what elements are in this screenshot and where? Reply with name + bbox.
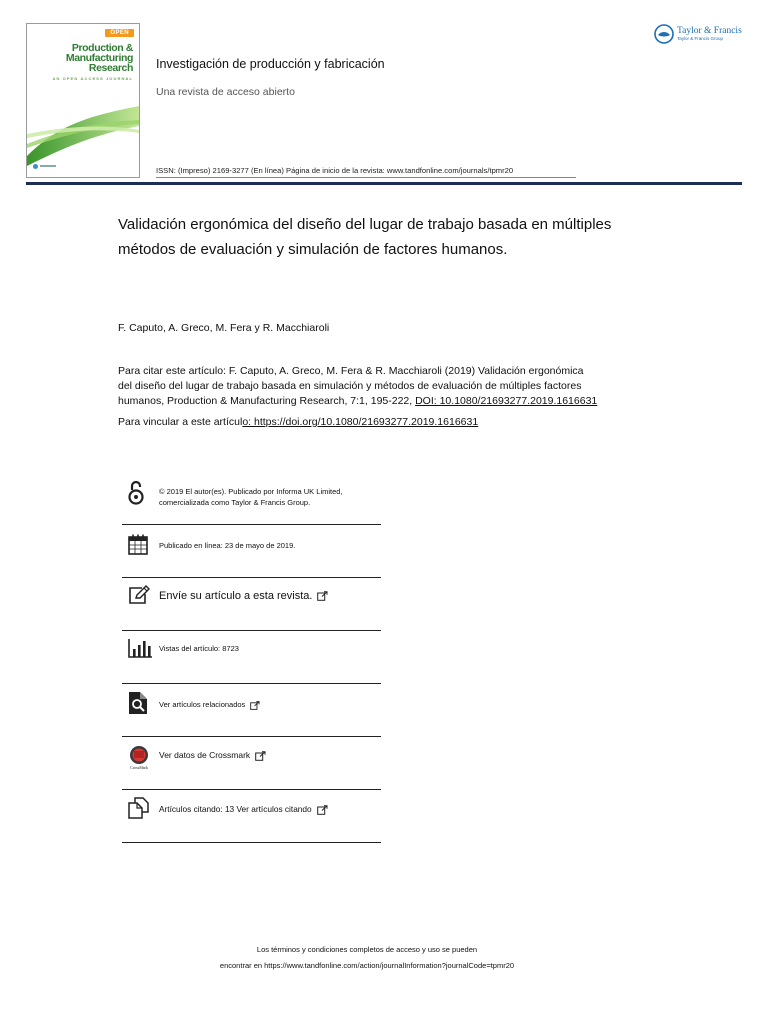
row-separator [122, 683, 381, 684]
crossmark-label[interactable]: Ver datos de Crossmark [159, 750, 251, 760]
document-search-icon [128, 691, 148, 715]
cover-journal-title [33, 43, 133, 73]
publisher-group: Taylor & Francis Group [677, 36, 724, 41]
publisher-name: Taylor & Francis [677, 26, 742, 36]
citing-articles-label[interactable]: Artículos citando: 13 Ver artículos citando [159, 804, 312, 814]
crossmark-text[interactable] [159, 750, 266, 761]
external-link-icon [317, 591, 328, 601]
cover-subtitle: AN OPEN ACCESS JOURNAL [52, 76, 133, 81]
issn-line[interactable]: ISSN: (Impreso) 2169-3277 (En línea) Página de inicio de la revista: www.tandfonline.com/journals/tpmr20 [156, 166, 514, 175]
external-link-icon [317, 805, 328, 815]
taylor-francis-emblem-icon [654, 24, 674, 44]
footer-line[interactable]: encontrar en https://www.tandfonline.com/action/journalInformation?journalCode=tpmr20 [219, 961, 515, 970]
row-separator [122, 789, 381, 790]
citation-line [118, 394, 648, 409]
cover-title-line: Manufacturing [65, 52, 133, 64]
crossmark-icon-label: CrossMark [130, 765, 148, 770]
citation-block [118, 364, 648, 409]
row-separator [122, 577, 381, 578]
related-articles-text[interactable] [159, 699, 260, 710]
citing-pages-icon [128, 797, 150, 819]
journal-title: Investigación de producción y fabricación [156, 57, 385, 71]
article-link-line [118, 416, 478, 428]
header-rule [26, 182, 742, 185]
row-separator [122, 736, 381, 737]
article-doi-link[interactable]: o: https://doi.org/10.1080/21693277.2019.1616631 [242, 416, 479, 428]
article-title-line: métodos de evaluación y simulación de factores humanos. [118, 241, 508, 258]
article-title [118, 212, 678, 262]
calendar-icon [128, 534, 148, 555]
citation-text: humanos, Production & Manufacturing Research, 7:1, 195-222, [118, 395, 416, 407]
bar-chart-icon [128, 638, 152, 658]
journal-subtitle: Una revista de acceso abierto [156, 86, 295, 98]
submit-article-label[interactable]: Envíe su artículo a esta revista. [159, 590, 313, 602]
article-title-line: Validación ergonómica del diseño del lugar de trabajo basada en múltiples [118, 216, 612, 233]
external-link-icon [255, 751, 266, 761]
row-separator [122, 630, 381, 631]
cover-title-line: Production & [71, 42, 133, 54]
crossmark-icon [128, 745, 150, 771]
cover-title-line: Research [88, 62, 133, 74]
row-separator [122, 524, 381, 525]
footer-line: Los términos y condiciones completos de acceso y uso se pueden [256, 945, 478, 954]
open-access-line: comercializada como Taylor & Francis Group. [159, 498, 311, 507]
article-authors: F. Caputo, A. Greco, M. Fera y R. Macchiaroli [118, 322, 330, 334]
citation-line: del diseño del lugar de trabajo basada en simulación y métodos de evaluación de múltiples factores [118, 380, 582, 392]
edit-pencil-icon [128, 585, 150, 605]
submit-article-text[interactable] [159, 590, 328, 602]
citation-line: Para citar este artículo: F. Caputo, A. Greco, M. Fera & R. Macchiaroli (2019) Validación ergonómica [118, 365, 584, 377]
journal-cover-thumbnail[interactable] [26, 23, 140, 178]
citing-articles-text[interactable] [159, 804, 328, 815]
issn-underline [156, 177, 576, 178]
open-access-line: © 2019 El autor(es). Publicado por Informa UK Limited, [159, 487, 343, 496]
related-articles-label[interactable]: Ver artículos relacionados [159, 700, 246, 709]
terms-footer [0, 942, 734, 974]
taylor-francis-logo[interactable] [654, 22, 746, 46]
publisher-bar [40, 165, 56, 167]
row-separator [122, 842, 381, 843]
article-views-text: Vistas del artículo: 8723 [159, 644, 239, 653]
publisher-dot-icon [33, 164, 38, 169]
open-access-badge: OPEN [105, 29, 134, 37]
link-label: Para vincular a este artícul [118, 416, 243, 428]
open-access-lock-icon [128, 480, 144, 506]
open-access-text [159, 486, 343, 508]
cover-publisher-mark [33, 163, 57, 169]
external-link-icon [250, 701, 260, 710]
cover-wave-graphic [27, 86, 139, 166]
citation-doi-link[interactable]: DOI: 10.1080/21693277.2019.1616631 [415, 395, 598, 407]
published-date: Publicado en línea: 23 de mayo de 2019. [159, 541, 296, 550]
